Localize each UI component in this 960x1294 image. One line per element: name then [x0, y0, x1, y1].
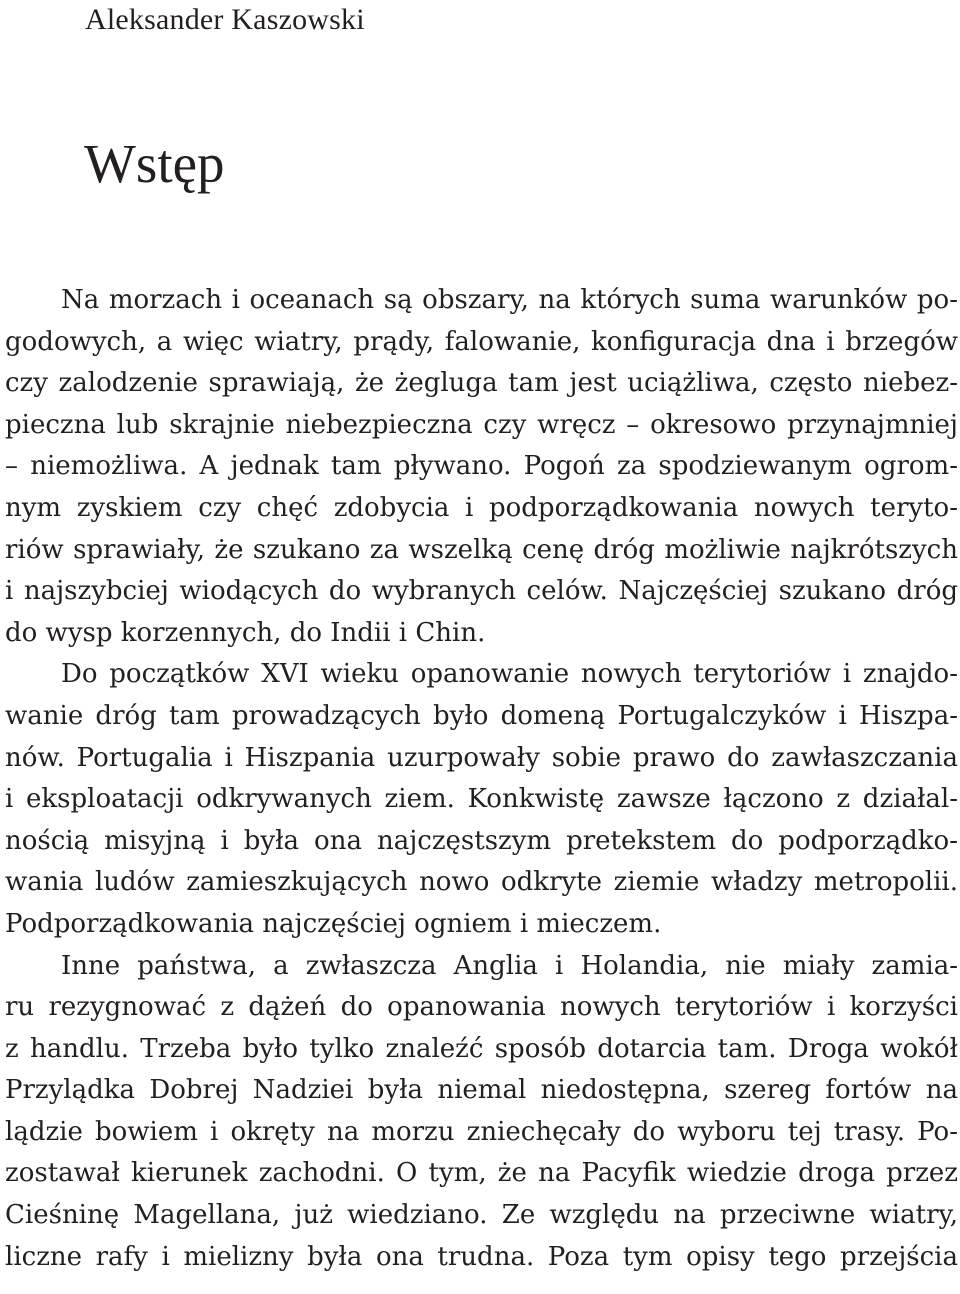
text-line: Cieśninę Magellana, już wiedziano. Ze względu na przeciwne wiatry,	[5, 1200, 958, 1231]
text-line: czy zalodzenie sprawiają, że żegluga tam jest uciążliwa, często niebez-	[5, 368, 958, 399]
text-line: zostawał kierunek zachodni. O tym, że na Pacyfik wiedzie droga przez	[5, 1158, 958, 1189]
text-line: nym zyskiem czy chęć zdobycia i podporządkowania nowych teryto-	[5, 492, 958, 523]
text-line: Podporządkowania najczęściej ogniem i mieczem.	[5, 908, 662, 939]
text-line: nów. Portugalia i Hiszpania uzurpowały sobie prawo do zawłaszczania	[5, 742, 958, 773]
text-line: liczne rafy i mielizny była ona trudna. Poza tym opisy tego przejścia	[5, 1241, 958, 1272]
running-header-author: Aleksander Kaszowski	[85, 3, 365, 36]
text-line: i najszybciej wiodących do wybranych celów. Najczęściej szukano dróg	[5, 576, 958, 607]
text-line: Inne państwa, a zwłaszcza Anglia i Holandia, nie miały zamia-	[61, 950, 958, 981]
text-line: Przylądka Dobrej Nadziei była niemal niedostępna, szereg fortów na	[5, 1075, 958, 1106]
body-text	[5, 280, 958, 1278]
text-line: pieczna lub skrajnie niebezpieczna czy wręcz – okresowo przynajmniej	[5, 409, 958, 440]
text-line: ru rezygnować z dążeń do opanowania nowych terytoriów i korzyści	[5, 992, 958, 1023]
text-line: nością misyjną i była ona najczęstszym pretekstem do podporządko-	[5, 825, 958, 856]
text-line: i eksploatacji odkrywanych ziem. Konkwistę zawsze łączono z działal-	[5, 784, 958, 815]
text-line: Do początków XVI wieku opanowanie nowych terytoriów i znajdo-	[61, 659, 958, 690]
text-line: Na morzach i oceanach są obszary, na których suma warunków po-	[61, 285, 958, 315]
text-line: lądzie bowiem i okręty na morzu zniechęcały do wyboru tej trasy. Po-	[5, 1116, 958, 1147]
text-line: riów sprawiały, że szukano za wszelką cenę dróg możliwie najkrótszych	[5, 534, 958, 565]
text-line: godowych, a więc wiatry, prądy, falowanie, konfiguracja dna i brzegów	[5, 326, 958, 357]
text-line: wanie dróg tam prowadzących było domeną Portugalczyków i Hiszpa-	[5, 700, 958, 731]
text-line: wania ludów zamieszkujących nowo odkryte ziemie władzy metropolii.	[5, 867, 958, 898]
chapter-title: Wstęp	[84, 133, 225, 194]
text-line: – niemożliwa. A jednak tam pływano. Pogoń za spodziewanym ogrom-	[5, 451, 958, 482]
text-line: do wysp korzennych, do Indii i Chin.	[5, 617, 486, 648]
text-line: z handlu. Trzeba było tylko znaleźć sposób dotarcia tam. Droga wokół	[5, 1033, 958, 1064]
